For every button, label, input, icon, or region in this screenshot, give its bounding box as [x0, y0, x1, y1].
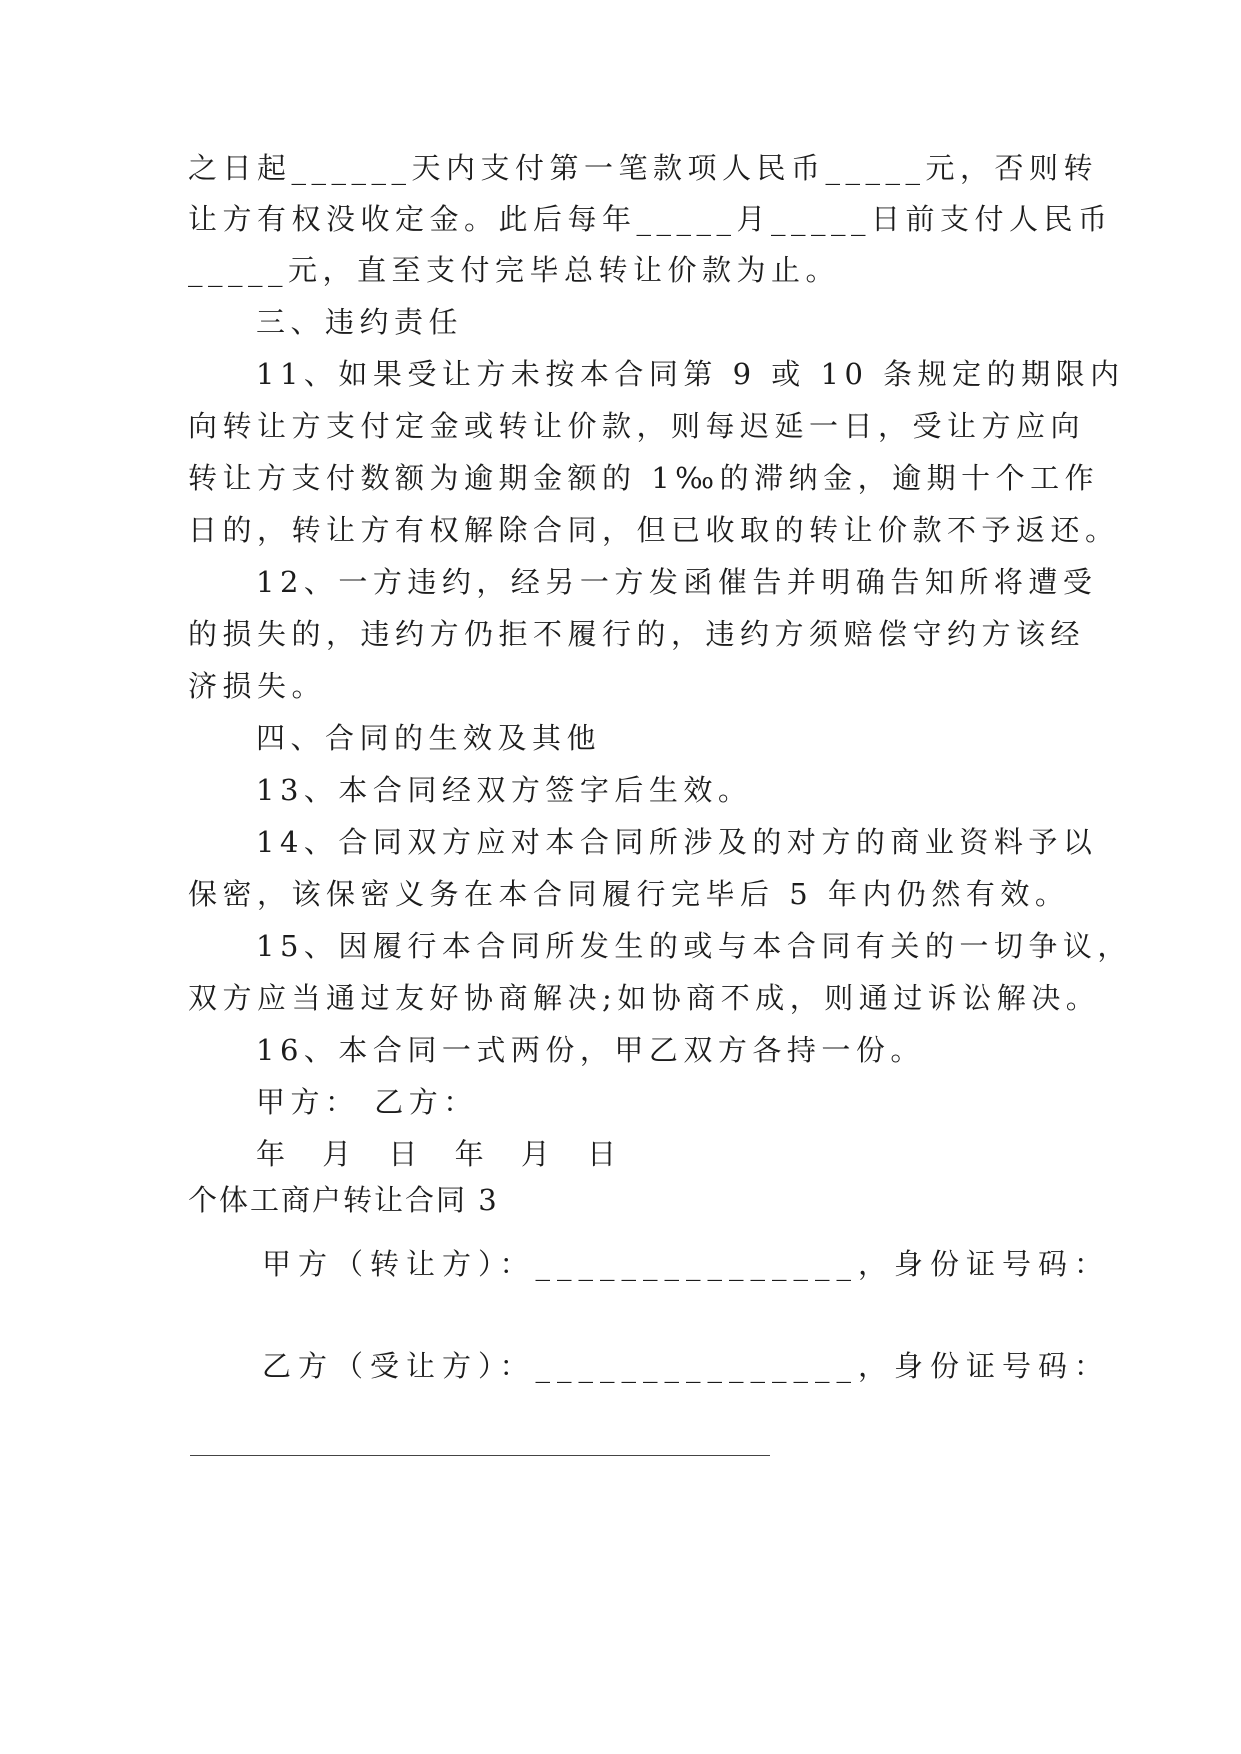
clause-line: 14、合同双方应对本合同所涉及的对方的商业资料予以	[256, 825, 1098, 859]
section-heading: 三、违约责任	[256, 305, 464, 339]
paragraph-line: 日的，转让方有权解除合同，但已收取的转让价款不予返还。	[188, 513, 1120, 547]
paragraph-line: _____元，直至支付完毕总转让价款为止。	[188, 253, 841, 287]
clause-line: 13、本合同经双方签字后生效。	[256, 773, 753, 807]
clause-line: 16、本合同一式两份，甲乙双方各持一份。	[256, 1033, 925, 1067]
clause-line: 12、一方违约，经另一方发函催告并明确告知所将遭受	[256, 565, 1098, 599]
paragraph-line: 保密，该保密义务在本合同履行完毕后 5 年内仍然有效。	[188, 877, 1070, 911]
clause-line: 15、因履行本合同所发生的或与本合同有关的一切争议，	[256, 929, 1132, 963]
signature-parties: 甲方： 乙方：	[256, 1085, 478, 1119]
paragraph-line: 向转让方支付定金或转让价款，则每迟延一日，受让方应向	[188, 409, 1086, 443]
signature-dates: 年 月 日 年 月 日	[256, 1137, 631, 1171]
paragraph-line: 让方有权没收定金。此后每年_____月_____日前支付人民币	[188, 202, 1113, 236]
section-heading: 四、合同的生效及其他	[256, 721, 602, 755]
party-a-line: 甲方（转让方）：_______________，身份证号码：	[262, 1247, 1111, 1281]
blank-underline	[190, 1455, 770, 1456]
paragraph-line: 的损失的，违约方仍拒不履行的，违约方须赔偿守约方该经	[188, 617, 1086, 651]
party-b-line: 乙方（受让方）：_______________，身份证号码：	[262, 1349, 1111, 1383]
paragraph-line: 双方应当通过友好协商解决;如协商不成，则通过诉讼解决。	[188, 981, 1101, 1015]
paragraph-line: 之日起______天内支付第一笔款项人民币_____元，否则转	[188, 151, 1099, 185]
paragraph-line: 转让方支付数额为逾期金额的 1‰的滞纳金，逾期十个工作	[188, 461, 1100, 495]
paragraph-line: 济损失。	[188, 669, 327, 703]
contract-title: 个体工商户转让合同 3	[188, 1183, 499, 1217]
clause-line: 11、如果受让方未按本合同第 9 或 10 条规定的期限内	[256, 357, 1125, 391]
